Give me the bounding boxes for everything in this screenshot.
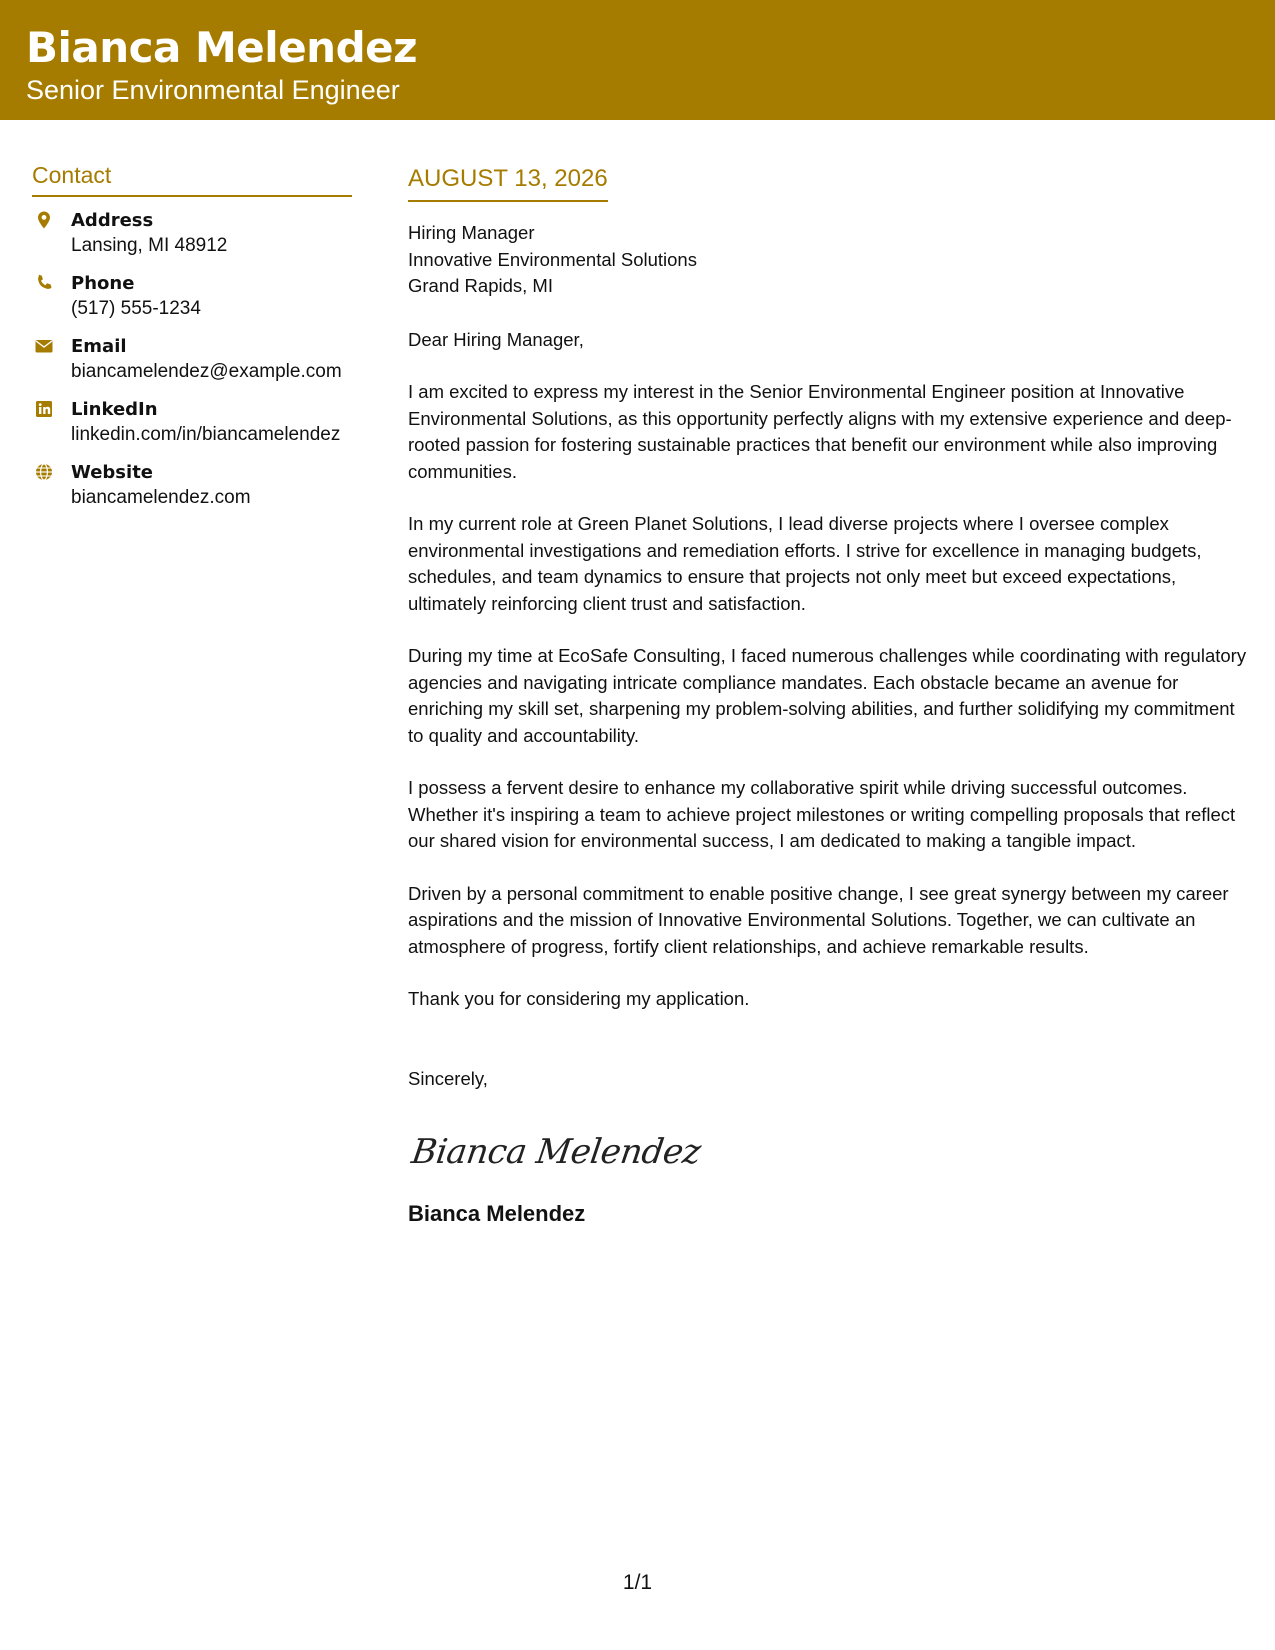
linkedin-icon (34, 399, 54, 419)
contact-item-website (32, 461, 352, 524)
contact-label: Address (71, 210, 154, 231)
map-marker-icon (34, 210, 54, 230)
phone-icon (34, 273, 54, 293)
recipient-line: Hiring Manager (408, 222, 535, 243)
letter-paragraph: Driven by a personal commitment to enable positive change, I see great synergy between my career aspirations and the mission of Innovative Environmental Solutions. Together, we can cultivate an atmosphere of progress, fortify client relationships, and achieve remarkable results. (408, 882, 1229, 957)
contact-label: Email (71, 336, 127, 357)
letter-paragraph: I am excited to express my interest in the Senior Environmental Engineer position at Innovative Environmental Solutions, as this opportunity perfectly aligns with my extensive experience and deep-rooted passion for fostering sustainable practices that benefit our environment while also improving communities. (408, 381, 1232, 482)
recipient-block (408, 220, 1248, 300)
recipient-company: Innovative Environmental Solutions (408, 248, 697, 270)
contact-value: Lansing, MI 48912 (71, 235, 228, 256)
contact-label: Phone (71, 273, 135, 294)
handwritten-signature: Bianca Melendez (409, 1132, 704, 1172)
contact-item-email (32, 335, 352, 398)
contact-label: LinkedIn (71, 399, 158, 420)
header-banner (0, 0, 1275, 120)
letter-paragraph: In my current role at Green Planet Solutions, I lead diverse projects where I oversee complex environmental investigations and remediation efforts. I strive for excellence in managing budgets, schedules, and team dynamics to ensure that projects not only meet but exceed expectations, ultimately reinforcing client trust and satisfaction. (408, 513, 1202, 614)
date-block (408, 164, 608, 202)
letter-paragraph: During my time at EcoSafe Consulting, I faced numerous challenges while coordinating with regulatory agencies and navigating intricate compliance mandates. Each obstacle became an avenue for enriching my skill set, sharpening my problem-solving abilities, and further solidifying my commitment to quality and accountability. (408, 645, 1247, 746)
contact-value: (517) 555-1234 (71, 298, 201, 319)
contact-label: Website (71, 462, 154, 483)
closing: Sincerely, (408, 1067, 488, 1089)
contact-list (32, 209, 352, 524)
envelope-icon (34, 336, 54, 356)
contact-value: biancamelendez@example.com (71, 361, 342, 382)
letter-paragraph: Thank you for considering my application. (408, 988, 750, 1009)
contact-heading: Contact (32, 160, 352, 197)
page-number: 1/1 (622, 1571, 653, 1594)
sidebar (32, 160, 352, 524)
signed-name: Bianca Melendez (408, 1201, 586, 1226)
contact-item-address (32, 209, 352, 272)
salutation: Dear Hiring Manager, (408, 328, 584, 350)
contact-value: linkedin.com/in/biancamelendez (71, 424, 341, 445)
globe-icon (34, 462, 54, 482)
letter-body (408, 164, 1248, 1228)
letter-paragraph: I possess a fervent desire to enhance my collaborative spirit while driving successful outcomes. Whether it's inspiring a team to achieve project milestones or writing compelling proposals that reflect our shared vision for environmental success, I am dedicated to making a tangible impact. (408, 777, 1236, 851)
recipient-location: Grand Rapids, MI (408, 275, 553, 296)
contact-value: biancamelendez.com (71, 487, 251, 508)
contact-item-phone (32, 272, 352, 335)
contact-item-linkedin (32, 398, 352, 461)
letter-date: AUGUST 13, 2026 (408, 165, 608, 192)
applicant-title: Senior Environmental Engineer (26, 75, 400, 105)
applicant-name: Bianca Melendez (26, 23, 418, 72)
